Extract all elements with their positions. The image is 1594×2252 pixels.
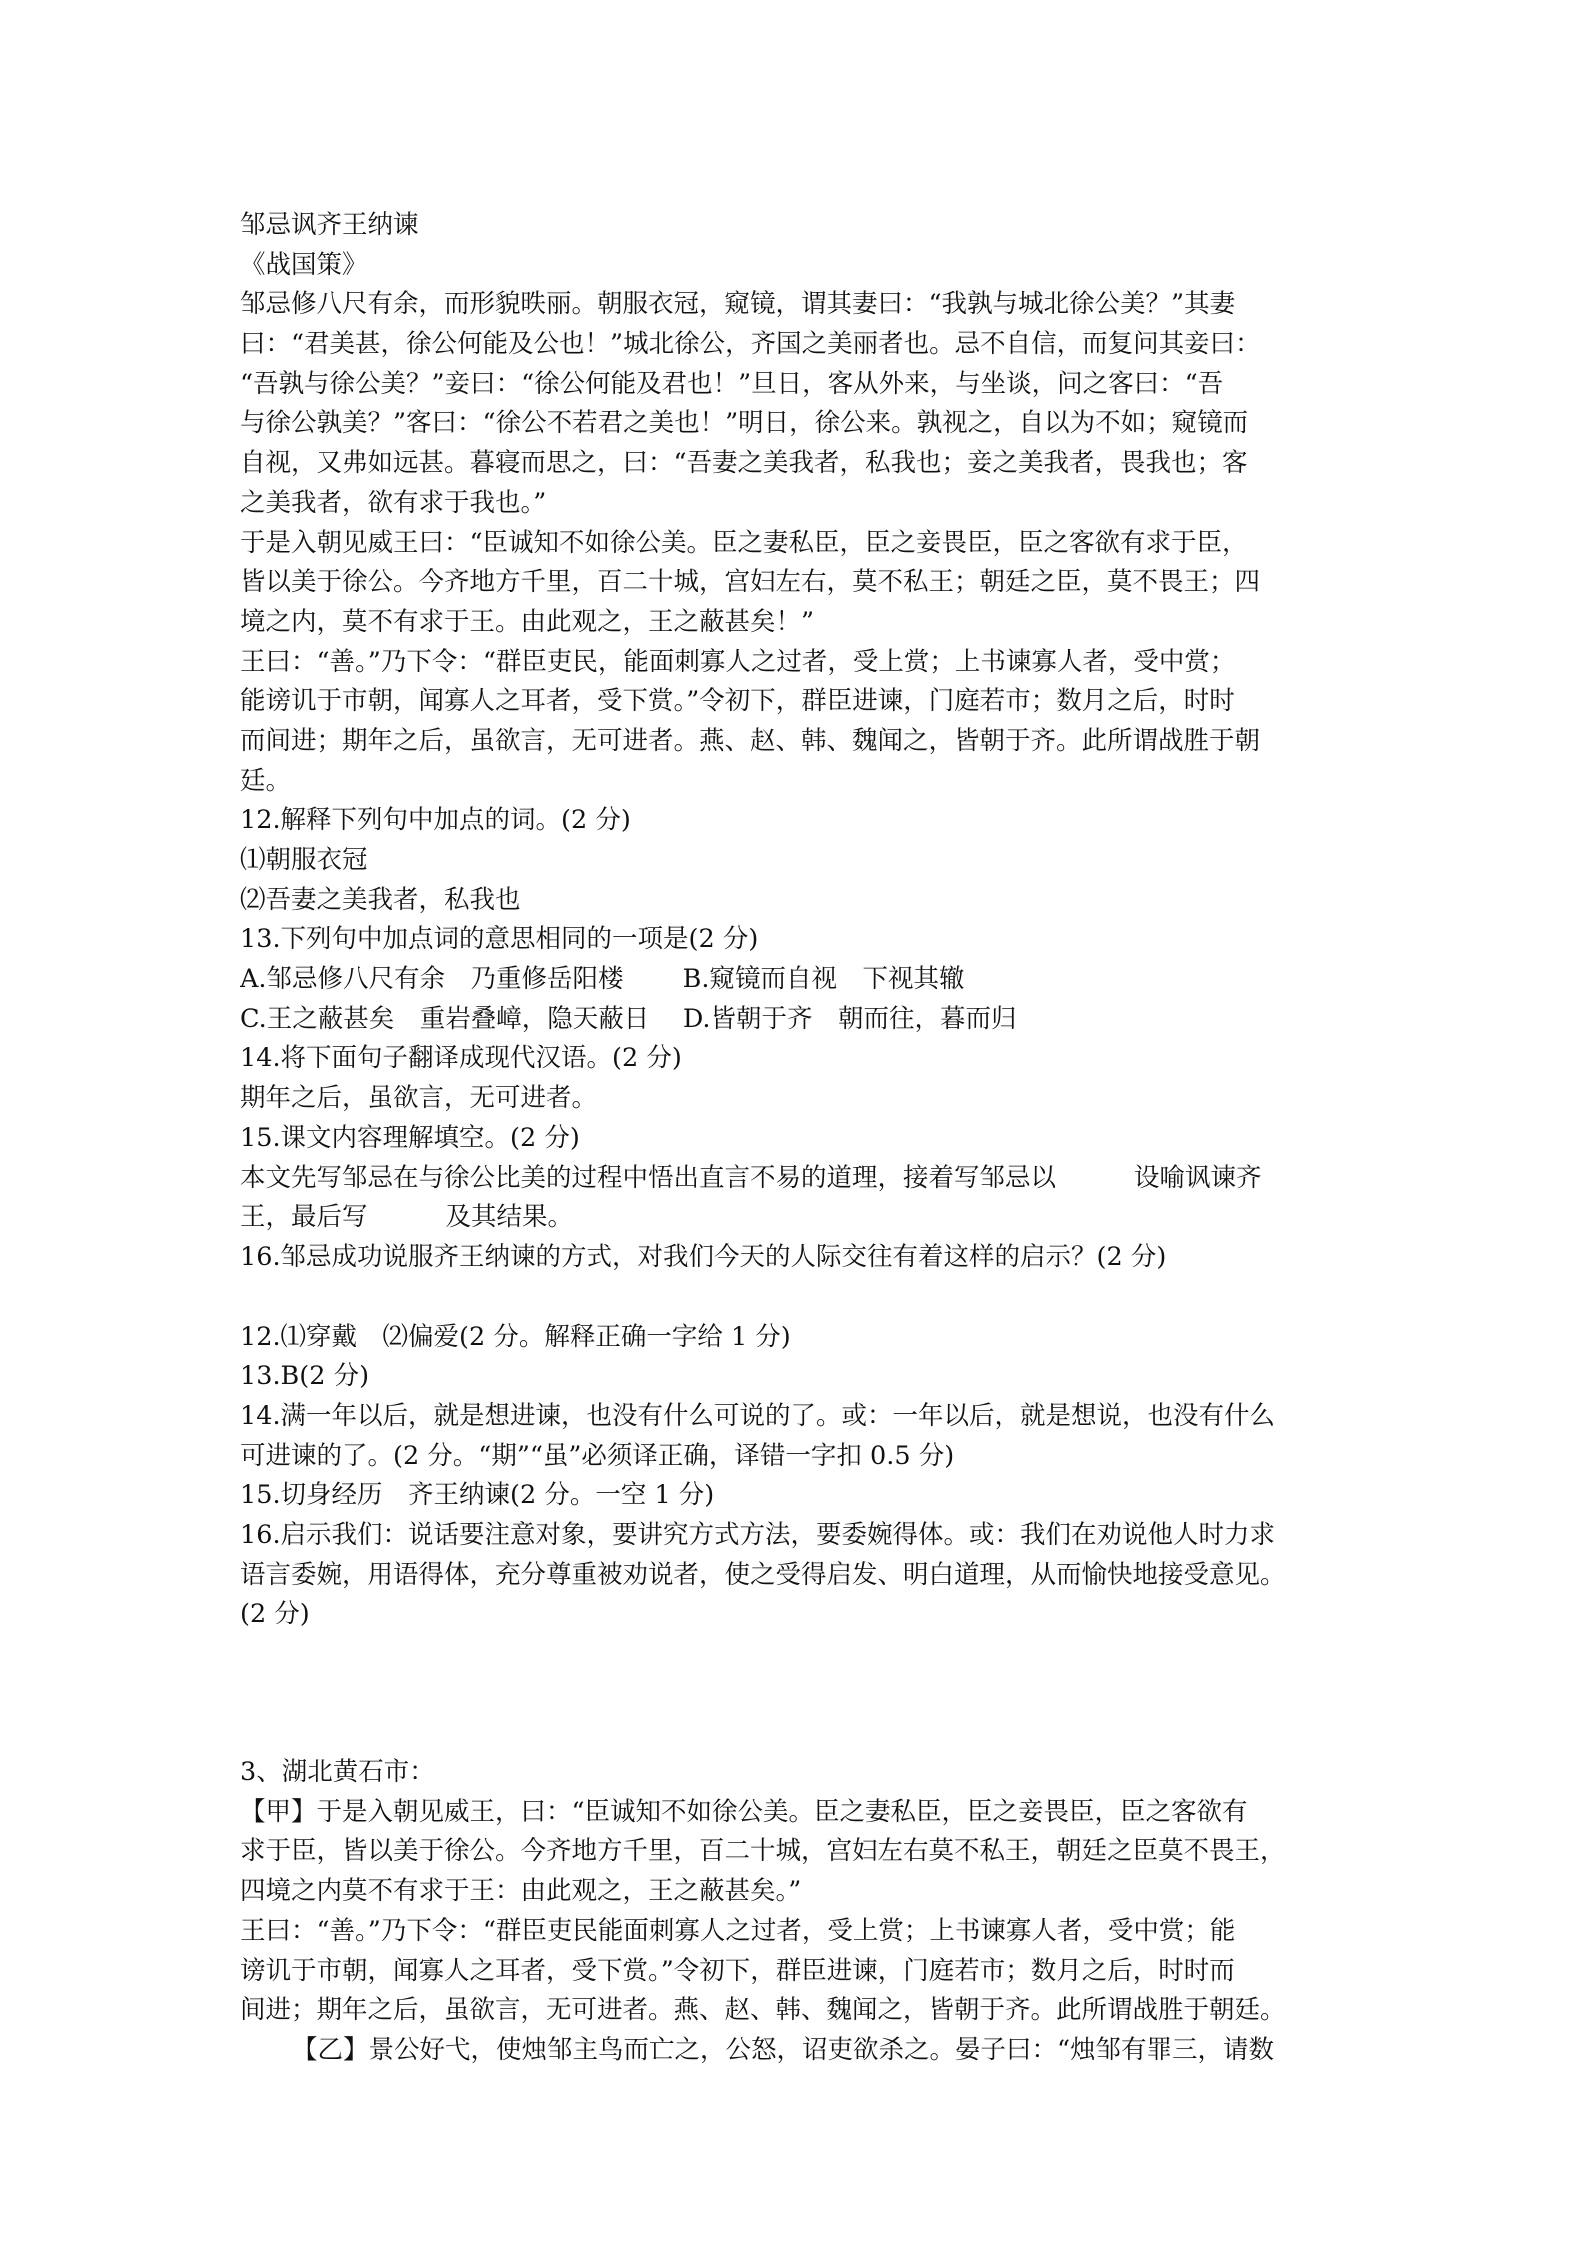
fill-text: 本文先写邹忌在与徐公比美的过程中悟出直言不易的道理，接着写邹忌以 (240, 1162, 1057, 1193)
text-line: 邹忌修八尺有余，而形貌昳丽。朝服衣冠，窥镜，谓其妻曰：“我孰与城北徐公美？”其妻 (240, 289, 1236, 320)
passage-source: 《战国策》 (240, 249, 368, 280)
fill-text: 及其结果。 (445, 1202, 574, 1233)
section-heading: 3、湖北黄石市： (240, 1757, 435, 1788)
fill-text: 王，最后写 (240, 1202, 368, 1233)
passage-title: 邹忌讽齐王纳谏 (240, 210, 419, 240)
text-line: 曰：“君美甚，徐公何能及公也！”城北徐公，齐国之美丽者也。忌不自信，而复问其妾曰： (240, 329, 1261, 360)
answer-13: 13.B(2 分) (240, 1361, 370, 1392)
questions (240, 801, 1357, 1277)
question-16: 16.邹忌成功说服齐王纳谏的方式，对我们今天的人际交往有着这样的启示？(2 分) (240, 1241, 1167, 1272)
answer-14: 14.满一年以后，就是想进谏，也没有什么可说的了。或：一年以后，就是想说，也没有什么 (240, 1400, 1276, 1431)
text-line: 廷。 (240, 765, 292, 796)
text-line: 于是入朝见威王曰：“臣诚知不如徐公美。臣之妻私臣，臣之妾畏臣，臣之客欲有求于臣， (240, 527, 1248, 558)
spacer (240, 1635, 1357, 1753)
question-13-options-cd: C.王之蔽甚矣 重岩叠嶂，隐天蔽日 D.皆朝于齐 朝而往，暮而归 (240, 1003, 1017, 1034)
answer-16: (2 分) (240, 1599, 310, 1630)
question-14-sentence: 期年之后，虽欲言，无可进者。 (240, 1083, 598, 1114)
question-12: 12.解释下列句中加点的词。(2 分) (240, 805, 631, 836)
question-12-item-1: ⑴朝服衣冠 (240, 845, 368, 875)
text-line: 能谤讥于市朝，闻寡人之耳者，受下赏。”令初下，群臣进谏，门庭若市；数月之后，时时 (240, 686, 1235, 717)
passage-paragraph-1 (240, 285, 1357, 523)
text-line: 皆以美于徐公。今齐地方千里，百二十城，宫妇左右，莫不私王；朝廷之臣，莫不畏王；四 (240, 567, 1261, 598)
text-line: 之美我者，欲有求于我也。” (240, 487, 547, 518)
text-line: 求于臣，皆以美于徐公。今齐地方千里，百二十城，宫妇左右莫不私王，朝廷之臣莫不畏王， (240, 1836, 1286, 1867)
answer-16: 语言委婉，用语得体，充分尊重被劝说者，使之受得启发、明白道理，从而愉快地接受意见。 (240, 1559, 1286, 1590)
text-line: 王曰：“善。”乃下令：“群臣吏民，能面刺寡人之过者，受上赏；上书谏寡人者，受中赏； (240, 646, 1236, 677)
text-line: 【甲】于是入朝见威王，曰：“臣诚知不如徐公美。臣之妻私臣，臣之妾畏臣，臣之客欲有 (240, 1796, 1248, 1827)
question-12-item-2: ⑵吾妻之美我者，私我也 (240, 884, 521, 915)
passage-paragraph-2 (240, 524, 1357, 643)
answers (240, 1318, 1357, 1636)
section-3 (240, 1753, 1357, 2071)
question-14: 14.将下面句子翻译成现代汉语。(2 分) (240, 1043, 682, 1074)
question-15-fill-line-1 (240, 1159, 1357, 1199)
question-15: 15.课文内容理解填空。(2 分) (240, 1122, 580, 1153)
text-line: 谤讥于市朝，闻寡人之耳者，受下赏。”令初下，群臣进谏，门庭若市；数月之后，时时而 (240, 1955, 1235, 1986)
fill-text: 设喻讽谏齐 (1134, 1162, 1262, 1193)
text-line: “吾孰与徐公美？”妾曰：“徐公何能及君也！”旦日，客从外来，与坐谈，问之客曰：“吾 (240, 368, 1224, 399)
question-15-fill-line-2 (240, 1198, 1357, 1238)
answer-12: 12.⑴穿戴 ⑵偏爱(2 分。解释正确一字给 1 分) (240, 1321, 791, 1352)
text-line: 境之内，莫不有求于王。由此观之，王之蔽甚矣！” (240, 606, 815, 637)
text-line: 【乙】景公好弋，使烛邹主鸟而亡之，公怒，诏吏欲杀之。晏子曰：“烛邹有罪三，请数 (292, 2034, 1275, 2065)
spacer (240, 1278, 1357, 1318)
text-line: 自视，又弗如远甚。暮寝而思之，曰：“吾妻之美我者，私我也；妾之美我者，畏我也；客 (240, 448, 1248, 479)
passage-paragraph-3 (240, 643, 1357, 802)
question-13-options-ab: A.邹忌修八尺有余 乃重修岳阳楼 B.窥镜而自视 下视其辙 (240, 964, 965, 995)
text-line: 王曰：“善。”乃下令：“群臣吏民能面刺寡人之过者，受上赏；上书谏寡人者，受中赏；能 (240, 1915, 1236, 1946)
answer-15: 15.切身经历 齐王纳谏(2 分。一空 1 分) (240, 1480, 715, 1511)
answer-14: 可进谏的了。(2 分。“期”“虽”必须译正确，译错一字扣 0.5 分) (240, 1440, 955, 1471)
text-line: 而间进；期年之后，虽欲言，无可进者。燕、赵、韩、魏闻之，皆朝于齐。此所谓战胜于朝 (240, 725, 1261, 756)
text-line: 间进；期年之后，虽欲言，无可进者。燕、赵、韩、魏闻之，皆朝于齐。此所谓战胜于朝廷。 (240, 1995, 1286, 2026)
question-13: 13.下列句中加点词的意思相同的一项是(2 分) (240, 924, 759, 955)
text-line: 与徐公孰美？”客曰：“徐公不若君之美也！”明日，徐公来。孰视之，自以为不如；窥镜而 (240, 408, 1249, 439)
answer-16: 16.启示我们：说话要注意对象，要讲究方式方法，要委婉得体。或：我们在劝说他人时力求 (240, 1520, 1276, 1550)
text-line: 四境之内莫不有求于王：由此观之，王之蔽甚矣。” (240, 1876, 802, 1907)
